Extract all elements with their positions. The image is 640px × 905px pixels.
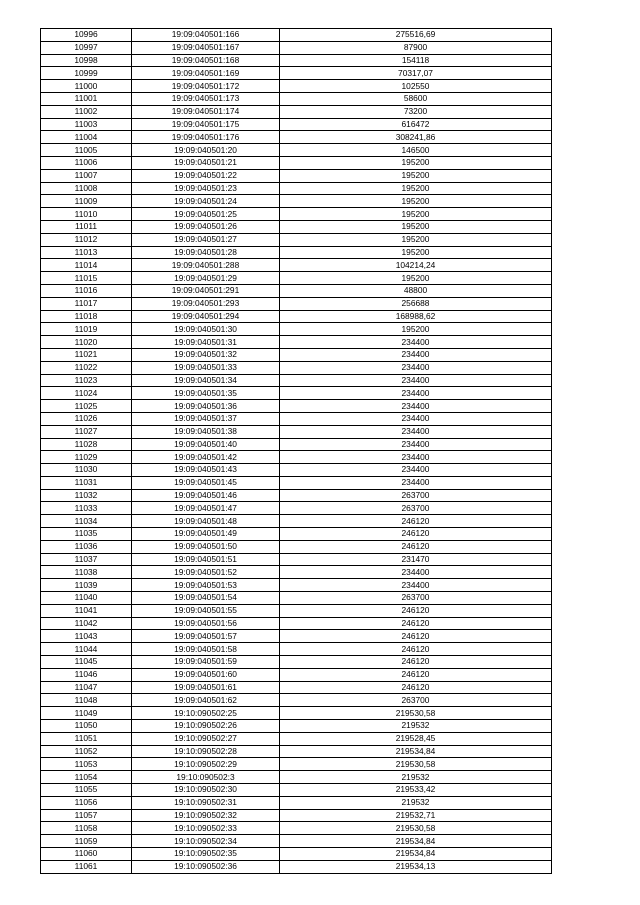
table-row <box>41 169 552 182</box>
cadastral-number-cell: 19:09:040501:42 <box>132 451 280 464</box>
cadastral-number-cell: 19:09:040501:43 <box>132 464 280 477</box>
value-cell: 616472 <box>280 118 552 131</box>
table-row <box>41 515 552 528</box>
table-row <box>41 438 552 451</box>
cadastral-number-cell: 19:10:090502:25 <box>132 707 280 720</box>
table-row <box>41 220 552 233</box>
cadastral-number-cell: 19:09:040501:169 <box>132 67 280 80</box>
cadastral-number-cell: 19:09:040501:30 <box>132 323 280 336</box>
value-cell: 246120 <box>280 604 552 617</box>
value-cell: 146500 <box>280 144 552 157</box>
table-row <box>41 784 552 797</box>
row-number-cell: 11029 <box>41 451 132 464</box>
table-row <box>41 476 552 489</box>
row-number-cell: 11025 <box>41 400 132 413</box>
table-row <box>41 732 552 745</box>
row-number-cell: 11051 <box>41 732 132 745</box>
cadastral-number-cell: 19:09:040501:38 <box>132 425 280 438</box>
cadastral-number-cell: 19:09:040501:27 <box>132 233 280 246</box>
value-cell: 234400 <box>280 387 552 400</box>
cadastral-number-cell: 19:10:090502:27 <box>132 732 280 745</box>
cadastral-number-cell: 19:09:040501:28 <box>132 246 280 259</box>
table-row <box>41 182 552 195</box>
table-row <box>41 246 552 259</box>
row-number-cell: 11016 <box>41 284 132 297</box>
cadastral-number-cell: 19:09:040501:56 <box>132 617 280 630</box>
row-number-cell: 11041 <box>41 604 132 617</box>
row-number-cell: 11014 <box>41 259 132 272</box>
table-row <box>41 412 552 425</box>
cadastral-number-cell: 19:09:040501:37 <box>132 412 280 425</box>
table-row <box>41 796 552 809</box>
cadastral-number-cell: 19:10:090502:28 <box>132 745 280 758</box>
table-row <box>41 272 552 285</box>
value-cell: 195200 <box>280 208 552 221</box>
table-row <box>41 80 552 93</box>
value-cell: 219532 <box>280 720 552 733</box>
cadastral-number-cell: 19:09:040501:62 <box>132 694 280 707</box>
row-number-cell: 11009 <box>41 195 132 208</box>
table-row <box>41 297 552 310</box>
row-number-cell: 11054 <box>41 771 132 784</box>
row-number-cell: 11003 <box>41 118 132 131</box>
cadastral-number-cell: 19:09:040501:48 <box>132 515 280 528</box>
cadastral-number-cell: 19:09:040501:50 <box>132 540 280 553</box>
row-number-cell: 11052 <box>41 745 132 758</box>
row-number-cell: 11010 <box>41 208 132 221</box>
cadastral-number-cell: 19:09:040501:54 <box>132 592 280 605</box>
value-cell: 263700 <box>280 502 552 515</box>
table-row <box>41 131 552 144</box>
table-row <box>41 374 552 387</box>
cadastral-number-cell: 19:09:040501:35 <box>132 387 280 400</box>
value-cell: 246120 <box>280 515 552 528</box>
row-number-cell: 10999 <box>41 67 132 80</box>
cadastral-number-cell: 19:09:040501:55 <box>132 604 280 617</box>
cadastral-number-cell: 19:09:040501:53 <box>132 579 280 592</box>
row-number-cell: 11059 <box>41 835 132 848</box>
table-row <box>41 361 552 374</box>
table-row <box>41 707 552 720</box>
value-cell: 234400 <box>280 451 552 464</box>
value-cell: 263700 <box>280 592 552 605</box>
table-row <box>41 259 552 272</box>
table-row <box>41 630 552 643</box>
row-number-cell: 11042 <box>41 617 132 630</box>
cadastral-number-cell: 19:09:040501:166 <box>132 29 280 42</box>
value-cell: 256688 <box>280 297 552 310</box>
table-body <box>41 29 552 874</box>
row-number-cell: 11019 <box>41 323 132 336</box>
table-row <box>41 195 552 208</box>
cadastral-number-cell: 19:09:040501:52 <box>132 566 280 579</box>
cadastral-number-cell: 19:09:040501:29 <box>132 272 280 285</box>
value-cell: 58600 <box>280 92 552 105</box>
table-row <box>41 105 552 118</box>
value-cell: 234400 <box>280 361 552 374</box>
row-number-cell: 11023 <box>41 374 132 387</box>
cadastral-number-cell: 19:09:040501:25 <box>132 208 280 221</box>
row-number-cell: 11002 <box>41 105 132 118</box>
cadastral-number-cell: 19:09:040501:288 <box>132 259 280 272</box>
cadastral-number-cell: 19:09:040501:291 <box>132 284 280 297</box>
row-number-cell: 11008 <box>41 182 132 195</box>
value-cell: 246120 <box>280 656 552 669</box>
value-cell: 234400 <box>280 425 552 438</box>
row-number-cell: 11028 <box>41 438 132 451</box>
cadastral-number-cell: 19:09:040501:172 <box>132 80 280 93</box>
value-cell: 234400 <box>280 438 552 451</box>
table-row <box>41 502 552 515</box>
cadastral-number-cell: 19:09:040501:51 <box>132 553 280 566</box>
value-cell: 219534,84 <box>280 848 552 861</box>
value-cell: 246120 <box>280 668 552 681</box>
value-cell: 219534,13 <box>280 860 552 873</box>
cadastral-number-cell: 19:09:040501:294 <box>132 310 280 323</box>
row-number-cell: 11026 <box>41 412 132 425</box>
value-cell: 195200 <box>280 220 552 233</box>
cadastral-number-cell: 19:09:040501:57 <box>132 630 280 643</box>
table-row <box>41 809 552 822</box>
cadastral-number-cell: 19:09:040501:33 <box>132 361 280 374</box>
table-row <box>41 860 552 873</box>
value-cell: 154118 <box>280 54 552 67</box>
value-cell: 234400 <box>280 579 552 592</box>
row-number-cell: 11022 <box>41 361 132 374</box>
value-cell: 219532 <box>280 796 552 809</box>
table-row <box>41 745 552 758</box>
table-row <box>41 336 552 349</box>
value-cell: 73200 <box>280 105 552 118</box>
cadastral-number-cell: 19:09:040501:58 <box>132 643 280 656</box>
cadastral-number-cell: 19:09:040501:61 <box>132 681 280 694</box>
value-cell: 168988,62 <box>280 310 552 323</box>
table-row <box>41 604 552 617</box>
cadastral-number-cell: 19:09:040501:49 <box>132 528 280 541</box>
row-number-cell: 11045 <box>41 656 132 669</box>
row-number-cell: 11006 <box>41 156 132 169</box>
row-number-cell: 11017 <box>41 297 132 310</box>
cadastral-number-cell: 19:10:090502:3 <box>132 771 280 784</box>
table-row <box>41 156 552 169</box>
cadastral-number-cell: 19:09:040501:46 <box>132 489 280 502</box>
value-cell: 234400 <box>280 348 552 361</box>
value-cell: 219530,58 <box>280 822 552 835</box>
row-number-cell: 11018 <box>41 310 132 323</box>
value-cell: 195200 <box>280 156 552 169</box>
table-row <box>41 681 552 694</box>
row-number-cell: 11030 <box>41 464 132 477</box>
cadastral-number-cell: 19:09:040501:23 <box>132 182 280 195</box>
table-row <box>41 464 552 477</box>
table-row <box>41 656 552 669</box>
cadastral-number-cell: 19:10:090502:33 <box>132 822 280 835</box>
value-cell: 263700 <box>280 489 552 502</box>
cadastral-number-cell: 19:10:090502:29 <box>132 758 280 771</box>
value-cell: 195200 <box>280 233 552 246</box>
row-number-cell: 11061 <box>41 860 132 873</box>
value-cell: 219530,58 <box>280 758 552 771</box>
row-number-cell: 11057 <box>41 809 132 822</box>
cadastral-number-cell: 19:10:090502:35 <box>132 848 280 861</box>
value-cell: 87900 <box>280 41 552 54</box>
row-number-cell: 10997 <box>41 41 132 54</box>
table-row <box>41 668 552 681</box>
row-number-cell: 11055 <box>41 784 132 797</box>
value-cell: 48800 <box>280 284 552 297</box>
row-number-cell: 11013 <box>41 246 132 259</box>
cadastral-number-cell: 19:09:040501:45 <box>132 476 280 489</box>
row-number-cell: 11012 <box>41 233 132 246</box>
value-cell: 195200 <box>280 195 552 208</box>
value-cell: 246120 <box>280 630 552 643</box>
table-row <box>41 848 552 861</box>
value-cell: 231470 <box>280 553 552 566</box>
cadastral-number-cell: 19:09:040501:59 <box>132 656 280 669</box>
cadastral-number-cell: 19:09:040501:21 <box>132 156 280 169</box>
cadastral-number-cell: 19:10:090502:36 <box>132 860 280 873</box>
table-row <box>41 592 552 605</box>
table-row <box>41 29 552 42</box>
table-row <box>41 118 552 131</box>
cadastral-number-cell: 19:09:040501:40 <box>132 438 280 451</box>
table-row <box>41 720 552 733</box>
table-row <box>41 451 552 464</box>
table-row <box>41 284 552 297</box>
value-cell: 219532 <box>280 771 552 784</box>
table-row <box>41 208 552 221</box>
row-number-cell: 11044 <box>41 643 132 656</box>
row-number-cell: 11043 <box>41 630 132 643</box>
row-number-cell: 10998 <box>41 54 132 67</box>
value-cell: 234400 <box>280 476 552 489</box>
value-cell: 234400 <box>280 566 552 579</box>
cadastral-number-cell: 19:09:040501:167 <box>132 41 280 54</box>
value-cell: 195200 <box>280 323 552 336</box>
cadastral-number-cell: 19:09:040501:168 <box>132 54 280 67</box>
cadastral-number-cell: 19:09:040501:47 <box>132 502 280 515</box>
row-number-cell: 11036 <box>41 540 132 553</box>
table-row <box>41 643 552 656</box>
row-number-cell: 11035 <box>41 528 132 541</box>
cadastral-number-cell: 19:09:040501:31 <box>132 336 280 349</box>
table-row <box>41 310 552 323</box>
value-cell: 195200 <box>280 182 552 195</box>
value-cell: 70317,07 <box>280 67 552 80</box>
table-row <box>41 694 552 707</box>
cadastral-number-cell: 19:09:040501:176 <box>132 131 280 144</box>
table-row <box>41 617 552 630</box>
row-number-cell: 10996 <box>41 29 132 42</box>
value-cell: 219533,42 <box>280 784 552 797</box>
row-number-cell: 11038 <box>41 566 132 579</box>
row-number-cell: 11021 <box>41 348 132 361</box>
row-number-cell: 11024 <box>41 387 132 400</box>
table-row <box>41 553 552 566</box>
value-cell: 275516,69 <box>280 29 552 42</box>
value-cell: 246120 <box>280 643 552 656</box>
row-number-cell: 11007 <box>41 169 132 182</box>
cadastral-number-cell: 19:09:040501:173 <box>132 92 280 105</box>
table-row <box>41 528 552 541</box>
table-row <box>41 566 552 579</box>
row-number-cell: 11031 <box>41 476 132 489</box>
value-cell: 104214,24 <box>280 259 552 272</box>
cadastral-number-cell: 19:09:040501:36 <box>132 400 280 413</box>
cadastral-number-cell: 19:09:040501:60 <box>132 668 280 681</box>
row-number-cell: 11015 <box>41 272 132 285</box>
table-row <box>41 233 552 246</box>
row-number-cell: 11040 <box>41 592 132 605</box>
cadastral-number-cell: 19:09:040501:20 <box>132 144 280 157</box>
row-number-cell: 11047 <box>41 681 132 694</box>
table-row <box>41 67 552 80</box>
row-number-cell: 11027 <box>41 425 132 438</box>
value-cell: 219534,84 <box>280 835 552 848</box>
value-cell: 219530,58 <box>280 707 552 720</box>
value-cell: 195200 <box>280 169 552 182</box>
value-cell: 234400 <box>280 336 552 349</box>
cadastral-number-cell: 19:10:090502:30 <box>132 784 280 797</box>
value-cell: 308241,86 <box>280 131 552 144</box>
table-row <box>41 144 552 157</box>
table-row <box>41 348 552 361</box>
cadastral-number-cell: 19:09:040501:26 <box>132 220 280 233</box>
row-number-cell: 11060 <box>41 848 132 861</box>
row-number-cell: 11020 <box>41 336 132 349</box>
value-cell: 263700 <box>280 694 552 707</box>
row-number-cell: 11011 <box>41 220 132 233</box>
cadastral-number-cell: 19:09:040501:175 <box>132 118 280 131</box>
value-cell: 102550 <box>280 80 552 93</box>
cadastral-number-cell: 19:09:040501:174 <box>132 105 280 118</box>
value-cell: 234400 <box>280 374 552 387</box>
cadastral-number-cell: 19:09:040501:22 <box>132 169 280 182</box>
value-cell: 234400 <box>280 412 552 425</box>
row-number-cell: 11039 <box>41 579 132 592</box>
table-row <box>41 489 552 502</box>
table-row <box>41 425 552 438</box>
table-row <box>41 579 552 592</box>
row-number-cell: 11037 <box>41 553 132 566</box>
value-cell: 246120 <box>280 617 552 630</box>
row-number-cell: 11001 <box>41 92 132 105</box>
table-row <box>41 92 552 105</box>
value-cell: 234400 <box>280 464 552 477</box>
row-number-cell: 11046 <box>41 668 132 681</box>
row-number-cell: 11050 <box>41 720 132 733</box>
row-number-cell: 11049 <box>41 707 132 720</box>
value-cell: 219528,45 <box>280 732 552 745</box>
cadastral-number-cell: 19:09:040501:24 <box>132 195 280 208</box>
table-row <box>41 835 552 848</box>
table-row <box>41 387 552 400</box>
row-number-cell: 11053 <box>41 758 132 771</box>
cadastral-number-cell: 19:10:090502:26 <box>132 720 280 733</box>
row-number-cell: 11000 <box>41 80 132 93</box>
cadastral-number-cell: 19:10:090502:34 <box>132 835 280 848</box>
value-cell: 246120 <box>280 540 552 553</box>
table-row <box>41 771 552 784</box>
table-row <box>41 758 552 771</box>
table-row <box>41 400 552 413</box>
row-number-cell: 11056 <box>41 796 132 809</box>
value-cell: 219532,71 <box>280 809 552 822</box>
row-number-cell: 11058 <box>41 822 132 835</box>
row-number-cell: 11034 <box>41 515 132 528</box>
cadastral-number-cell: 19:10:090502:32 <box>132 809 280 822</box>
cadastral-number-cell: 19:09:040501:32 <box>132 348 280 361</box>
table-row <box>41 323 552 336</box>
table-row <box>41 41 552 54</box>
row-number-cell: 11004 <box>41 131 132 144</box>
table-row <box>41 540 552 553</box>
cadastral-number-cell: 19:09:040501:293 <box>132 297 280 310</box>
value-cell: 195200 <box>280 272 552 285</box>
row-number-cell: 11005 <box>41 144 132 157</box>
table-row <box>41 54 552 67</box>
row-number-cell: 11048 <box>41 694 132 707</box>
cadastral-value-table <box>40 28 552 874</box>
value-cell: 195200 <box>280 246 552 259</box>
row-number-cell: 11033 <box>41 502 132 515</box>
row-number-cell: 11032 <box>41 489 132 502</box>
value-cell: 246120 <box>280 681 552 694</box>
cadastral-number-cell: 19:10:090502:31 <box>132 796 280 809</box>
value-cell: 234400 <box>280 400 552 413</box>
value-cell: 219534,84 <box>280 745 552 758</box>
table-row <box>41 822 552 835</box>
cadastral-number-cell: 19:09:040501:34 <box>132 374 280 387</box>
value-cell: 246120 <box>280 528 552 541</box>
